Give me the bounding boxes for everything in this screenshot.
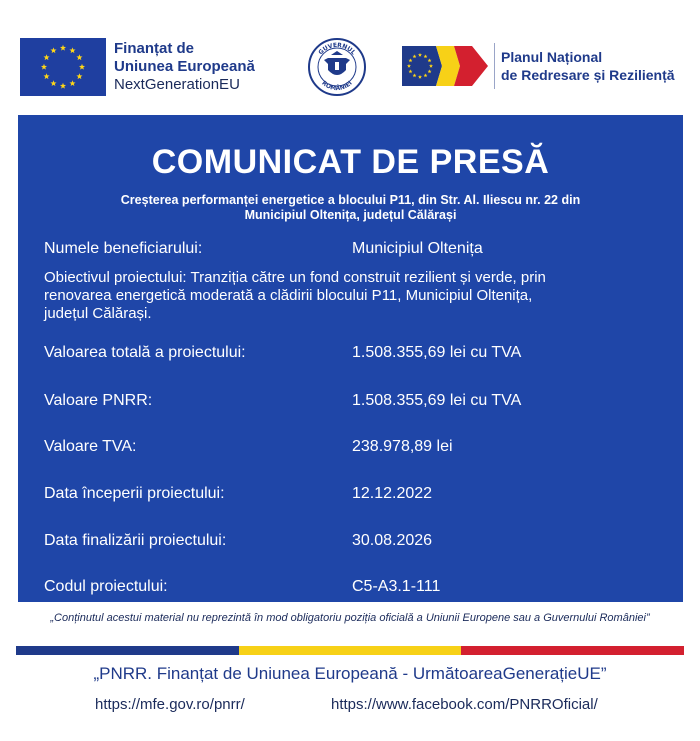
romanian-government-seal-icon xyxy=(308,38,366,96)
tricolor-stripe xyxy=(16,646,684,655)
objective-line1: Obiectivul proiectului: Tranziția către un fond construit rezilient și verde, prin xyxy=(44,269,546,286)
star-icon xyxy=(50,80,56,86)
stripe-yellow xyxy=(239,646,461,655)
eu-flag-icon xyxy=(20,38,106,96)
facebook-link[interactable]: https://www.facebook.com/PNRROficial/ xyxy=(331,696,598,713)
start-date-label: Data începerii proiectului: xyxy=(44,485,225,502)
eu-logo xyxy=(20,38,255,96)
pnrr-value-label: Valoare PNRR: xyxy=(44,392,153,409)
eu-logo-line1: Finanțat de xyxy=(114,40,195,57)
star-icon xyxy=(60,45,66,51)
disclaimer: „Conținutul acestui material nu reprezintă în mod obligatoriu poziția oficială a Uniunii Europene sau a Guvernului României” xyxy=(50,612,650,624)
objective-line2: renovarea energetică moderată a clădirii blocului P11, Municipiul Oltenița, xyxy=(44,287,533,304)
seal-bottom-text: ROMÂNIEI xyxy=(320,79,354,93)
end-date-value: 30.08.2026 xyxy=(352,532,433,549)
total-value-label: Valoarea totală a proiectului: xyxy=(44,344,246,361)
pnrr-divider xyxy=(494,43,495,89)
star-icon xyxy=(79,64,85,70)
beneficiary-value: Municipiul Oltenița xyxy=(352,240,483,257)
star-icon xyxy=(69,80,75,86)
eu-logo-line2: Uniunea Europeană xyxy=(114,58,255,75)
pnrr-logo-line1: Planul Național xyxy=(501,49,603,65)
star-icon xyxy=(69,47,75,53)
star-icon xyxy=(60,83,66,89)
project-subtitle xyxy=(58,193,643,223)
press-release-panel xyxy=(18,115,683,602)
star-icon xyxy=(50,47,56,53)
project-objective xyxy=(44,269,659,323)
stripe-blue xyxy=(16,646,239,655)
project-subtitle-line1: Creșterea performanței energetice a blocului P11, din Str. Al. Iliescu nr. 22 din xyxy=(120,193,581,207)
objective-line3: județul Călărași. xyxy=(44,305,152,322)
star-icon xyxy=(41,64,47,70)
pnrr-logo-text xyxy=(501,48,675,84)
total-value: 1.508.355,69 lei cu TVA xyxy=(352,344,522,361)
star-icon xyxy=(76,54,82,60)
project-code-value: C5-A3.1-111 xyxy=(352,578,441,595)
star-icon xyxy=(44,54,50,60)
pnrr-logo-line2: de Redresare și Reziliență xyxy=(501,67,675,83)
end-date-label: Data finalizării proiectului: xyxy=(44,532,227,549)
seal-top-text: GUVERNUL xyxy=(317,41,357,57)
project-subtitle-line2: Municipiul Oltenița, județul Călărași xyxy=(244,208,457,222)
footer-title: „PNRR. Finanțat de Uniunea Europeană - UrmătoareaGenerațieUE” xyxy=(93,664,607,683)
pnrr-logo xyxy=(402,42,675,90)
pnrr-arrow-icon xyxy=(402,42,488,90)
vat-value-label: Valoare TVA: xyxy=(44,438,137,455)
panel-title: COMUNICAT DE PRESĂ xyxy=(151,143,550,181)
eu-logo-line3: NextGenerationEU xyxy=(114,76,240,93)
eu-logo-text xyxy=(114,40,255,94)
beneficiary-label: Numele beneficiarului: xyxy=(44,240,203,257)
star-icon xyxy=(76,73,82,79)
project-code-label: Codul proiectului: xyxy=(44,578,168,595)
stripe-red xyxy=(461,646,684,655)
mfe-link[interactable]: https://mfe.gov.ro/pnrr/ xyxy=(95,696,245,713)
start-date-value: 12.12.2022 xyxy=(352,485,433,502)
pnrr-value: 1.508.355,69 lei cu TVA xyxy=(352,392,522,409)
vat-value: 238.978,89 lei xyxy=(352,438,453,455)
header xyxy=(0,0,700,112)
star-icon xyxy=(44,73,50,79)
